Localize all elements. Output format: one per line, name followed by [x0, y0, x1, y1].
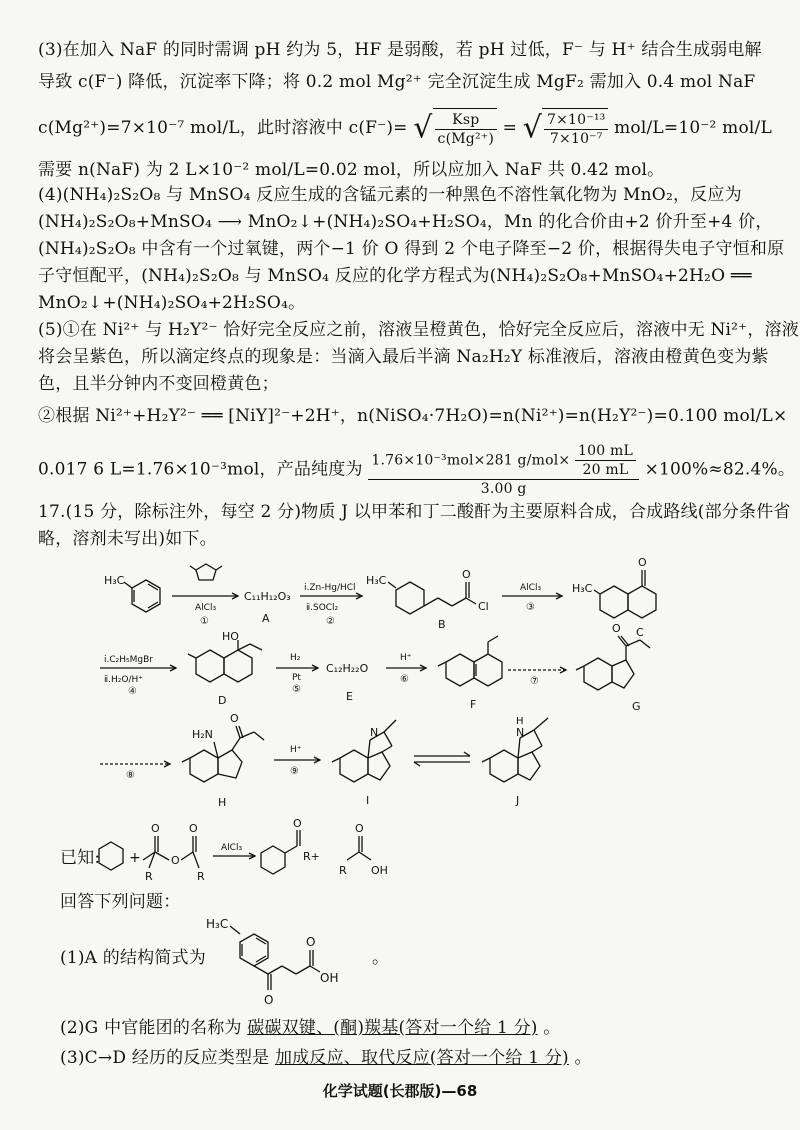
plus-sign: +: [129, 850, 141, 866]
fraction-num: 7×10⁻¹³: [544, 111, 608, 130]
text-line: ②根据 Ni²⁺+H₂Y²⁻ ══ [NiY]²⁻+2H⁺，n(NiSO₄·7H₂O)=n(Ni²⁺)=n(H₂Y²⁻)=0.100 mol/L×: [38, 406, 788, 426]
purity-fraction: [368, 442, 639, 498]
question-text: (3)C→D 经历的反应类型是: [60, 1048, 270, 1068]
r-group-label: R: [197, 870, 205, 883]
oxygen-label: O: [151, 822, 160, 835]
reaction-3-arrow: [502, 583, 562, 613]
compound-label: H: [218, 796, 227, 809]
step-number: ②: [326, 616, 335, 627]
oxygen-label: O: [230, 712, 239, 725]
chlorine-label: Cl: [478, 600, 489, 613]
reaction-6-arrow: [386, 653, 426, 685]
step-number: ④: [128, 686, 137, 697]
period: 。: [574, 1048, 592, 1068]
period: 。: [543, 1018, 561, 1038]
step-number: ⑥: [400, 674, 409, 685]
period: 。: [372, 948, 390, 968]
text-line: 将会呈紫色，所以滴定终点的现象是：当滴入最后半滴 Na₂H₂Y 标准液后，溶液由橙黄色变为紫: [38, 347, 769, 367]
text-line: (5)①在 Ni²⁺ 与 H₂Y²⁻ 恰好完全反应之前，溶液呈橙黄色，恰好完全反应后，溶液中无 Ni²⁺，溶液: [38, 320, 799, 340]
compound-label: A: [262, 612, 270, 625]
step-number: ③: [526, 602, 535, 613]
compound-i-structure: [332, 720, 396, 807]
question-text: (2)G 中官能团的名称为: [60, 1018, 242, 1038]
fraction-den: 3.00 g: [480, 481, 527, 497]
oxygen-label: O: [189, 822, 198, 835]
synthesis-scheme: [0, 550, 800, 840]
nitrogen-label: N: [516, 726, 525, 739]
condition: Pt: [292, 673, 301, 683]
text-line: 子守恒配平，(NH₄)₂S₂O₈ 与 MnSO₄ 反应的化学方程式为(NH₄)₂S₂O₈+MnSO₄+2H₂O ══: [38, 266, 752, 286]
methyl-label: H₃C: [206, 917, 229, 931]
oxygen-label: O: [638, 556, 647, 569]
reaction-5-arrow: [276, 653, 318, 695]
hydroxyl-label: HO: [222, 630, 239, 643]
reaction-4-arrow: [100, 655, 176, 697]
oxygen-label: O: [293, 817, 302, 830]
step-number: ⑦: [530, 676, 539, 687]
nitrogen-label: N: [370, 726, 379, 739]
fraction-num: 100 mL: [575, 442, 636, 461]
reaction-7-arrow: [508, 667, 566, 687]
reaction-8-arrow: [100, 761, 170, 781]
condition: H⁺: [290, 745, 302, 755]
compound-d-structure: [188, 630, 262, 707]
compound-h-structure: [182, 712, 264, 809]
condition: AlCl₃: [195, 603, 217, 613]
formula-line: [38, 442, 796, 497]
hydroxyl-label: OH: [371, 864, 388, 877]
toluene-structure: [104, 574, 160, 612]
step-number: ⑤: [292, 684, 301, 695]
step-number: ⑧: [126, 770, 135, 781]
question-1: (1)A 的结构简式为: [60, 948, 206, 968]
step-number: ①: [200, 616, 209, 627]
fraction: [544, 111, 608, 148]
compound-label: D: [218, 694, 227, 707]
compound-label: G: [632, 700, 641, 713]
hydroxyl-label: OH: [320, 971, 339, 985]
text-line: 需要 n(NaF) 为 2 L×10⁻² mol/L=0.02 mol，所以应加入 NaF 共 0.42 mol。: [38, 160, 665, 180]
compound-label: J: [516, 794, 520, 807]
condition: ⅱ.SOCl₂: [306, 603, 339, 613]
oxygen-label: O: [306, 935, 316, 949]
known-reaction: [95, 816, 435, 886]
text-line: MnO₂↓+(NH₄)₂SO₄+2H₂SO₄。: [38, 293, 306, 313]
condition: AlCl₃: [221, 843, 243, 853]
text-line: (NH₄)₂S₂O₈ 中含有一个过氧键，两个−1 价 O 得到 2 个电子降至−2 价，根据得失电子守恒和原: [38, 239, 785, 259]
known-label: 已知:: [60, 848, 101, 868]
text-line: (3)在加入 NaF 的同时需调 pH 约为 5，HF 是弱酸，若 pH 过低，F⁻ 与 H⁺ 结合生成弱电解: [38, 40, 762, 60]
step-number: ⑨: [290, 766, 299, 777]
formula-line: c(Mg²⁺)=7×10⁻⁷ mol/L，此时溶液中 c(F⁻)= √ $\frac{\text{Ksp}}{\text{c(Mg²⁺)}}$ = √ $\frac{\text{7×10⁻¹³}}{\text{7×10⁻⁷}}$ mol/L=10⁻² mol/L: [38, 108, 780, 148]
condition: H⁺: [400, 653, 412, 663]
condition: ⅰ.Zn-Hg/HCl: [304, 583, 356, 593]
text-line: 导致 c(F⁻) 降低，沉淀率下降；将 0.2 mol Mg²⁺ 完全沉淀生成 MgF₂ 需加入 0.4 mol NaF: [38, 72, 756, 92]
question-2: [60, 1016, 780, 1040]
text-fragment: c(Mg²⁺)=7×10⁻⁷ mol/L，此时溶液中 c(F⁻)=: [38, 118, 408, 138]
compound-j-structure: [482, 716, 548, 807]
compound-label: I: [366, 794, 370, 807]
fraction-den: c(Mg²⁺): [437, 131, 495, 147]
equilibrium-arrow: [414, 752, 470, 766]
methyl-label: H₃C: [104, 574, 125, 587]
compound-label: B: [438, 618, 446, 631]
answer-text: 碳碳双键、(酮)羰基(答对一个给 1 分): [247, 1018, 538, 1038]
r-group-label: R+: [303, 850, 320, 863]
condition: ⅱ.H₂O/H⁺: [104, 675, 143, 685]
fraction-den: 7×10⁻⁷: [549, 131, 603, 147]
text-fragment: 0.017 6 L=1.76×10⁻³mol，产品纯度为: [38, 459, 363, 480]
oxygen-label: O: [462, 568, 471, 581]
methyl-label: H₃C: [572, 582, 593, 595]
page-footer: 化学试题(长郡版)—68: [322, 1082, 478, 1100]
oxygen-label: O: [264, 993, 274, 1007]
amine-label: H₂N: [192, 728, 213, 741]
fraction-num: Ksp: [435, 111, 497, 130]
compound-a-formula: C₁₁H₁₂O₃: [244, 590, 291, 603]
reaction-1-arrow: [172, 564, 238, 627]
text-line: (NH₄)₂S₂O₈+MnSO₄ ⟶ MnO₂↓+(NH₄)₂SO₄+H₂SO₄，Mn 的化合价由+2 价升至+4 价，: [38, 212, 773, 232]
compound-label: C: [636, 626, 644, 639]
condition: H₂: [290, 653, 301, 663]
answer-text: 加成反应、取代反应(答对一个给 1 分): [274, 1048, 569, 1068]
hydrogen-label: H: [516, 716, 524, 727]
text-fragment: ×100%≈82.4%。: [644, 459, 796, 480]
compound-b-structure: [366, 568, 489, 631]
volume-fraction: [575, 442, 636, 479]
r-group-label: R: [145, 870, 153, 883]
oxygen-label: O: [355, 822, 364, 835]
oxygen-label: O: [612, 622, 621, 635]
oxygen-label: O: [171, 854, 180, 867]
question-intro: 回答下列问题：: [60, 892, 181, 912]
compound-e-formula: C₁₂H₂₂O: [326, 662, 369, 675]
methyl-label: H₃C: [366, 574, 387, 587]
text-line: 色，且半分钟内不变回橙黄色；: [38, 374, 279, 394]
text-fragment: =: [502, 118, 518, 138]
reaction-2-arrow: [300, 583, 362, 627]
compound-label: E: [346, 690, 353, 703]
compound-f-structure: [438, 636, 502, 711]
text-line: 17.(15 分，除标注外，每空 2 分)物质 J 以甲苯和丁二酸酐为主要原料合成，合成路线(部分条件省: [38, 502, 791, 522]
condition: ⅰ.C₂H₅MgBr: [104, 655, 153, 665]
fraction-den: 20 mL: [582, 462, 629, 478]
compound-label: F: [470, 698, 477, 711]
fraction: [435, 111, 497, 148]
answer-a-structure: [200, 912, 380, 1022]
condition: AlCl₃: [520, 583, 542, 593]
reaction-9-arrow: [274, 745, 320, 777]
text-line: (4)(NH₄)₂S₂O₈ 与 MnSO₄ 反应生成的含锰元素的一种黑色不溶性氧化物为 MnO₂，反应为: [38, 185, 742, 205]
text-fragment: mol/L=10⁻² mol/L: [614, 118, 772, 138]
fraction-num: 1.76×10⁻³mol×281 g/mol×: [371, 452, 571, 469]
r-group-label: R: [339, 864, 347, 877]
question-3: [60, 1046, 780, 1070]
text-line: 略，溶剂未写出)如下。: [38, 529, 217, 549]
